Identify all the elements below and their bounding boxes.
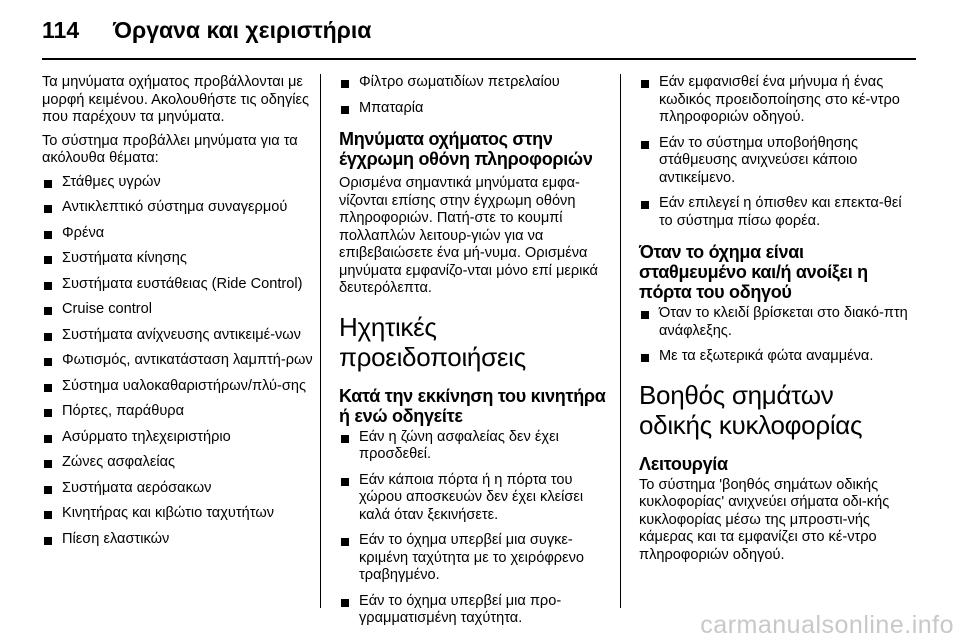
- list-item: Φρένα: [42, 225, 314, 243]
- list-item: Εάν η ζώνη ασφαλείας δεν έχει προσδεθεί.: [339, 429, 611, 464]
- parked-warnings-list: [639, 305, 911, 366]
- bullet-icon: [44, 205, 52, 213]
- list-item: Φωτισμός, αντικατάσταση λαμπτή-ρων: [42, 352, 314, 370]
- bullet-icon: [641, 354, 649, 362]
- vehicle-messages-paragraph: Ορισμένα σημαντικά μηνύματα εμφα-νίζονται επίσης στην έγχρωμη οθόνη πληροφοριών. Πατή-στε το κουμπί πολλαπλών λειτουρ-γιών για να επιβεβαιώσετε ένα μή-νυμα. Ορισμένα μηνύματα εμφανίζο-νται μόνο επί μερικά δευτερόλεπτα.: [339, 175, 598, 296]
- bullet-icon: [44, 537, 52, 545]
- acoustic-warnings-heading: Ηχητικές προειδοποιήσεις: [339, 311, 526, 372]
- function-heading: Λειτουργία: [639, 453, 728, 474]
- bullet-icon: [641, 141, 649, 149]
- column-2: [339, 74, 611, 636]
- list-item: Ζώνες ασφαλείας: [42, 454, 314, 472]
- column-divider-2: [620, 74, 621, 608]
- list-item: Συστήματα ανίχνευσης αντικειμέ-νων: [42, 327, 314, 345]
- list-item: Συστήματα αερόσακων: [42, 480, 314, 498]
- bullet-icon: [44, 333, 52, 341]
- list-item: Στάθμες υγρών: [42, 174, 314, 192]
- engine-start-heading: Κατά την εκκίνηση του κινητήρα ή ενώ οδηγείτε: [339, 385, 606, 426]
- parked-heading: Όταν το όχημα είναι σταθμευμένο και/ή ανοίξει η πόρτα του οδηγού: [639, 242, 868, 302]
- bullet-icon: [44, 256, 52, 264]
- bullet-icon: [341, 478, 349, 486]
- bullet-icon: [44, 307, 52, 315]
- list-item: Εάν το σύστημα υποβοήθησης στάθμευσης ανιχνεύσει κάποιο αντικείμενο.: [639, 135, 911, 188]
- list-item: Κινητήρας και κιβώτιο ταχυτήτων: [42, 505, 314, 523]
- column-1: [42, 74, 314, 556]
- list-item: Εάν το όχημα υπερβεί μια συγκε-κριμένη ταχύτητα με το χειρόφρενο τραβηγμένο.: [339, 532, 611, 585]
- list-item: Cruise control: [42, 301, 314, 319]
- vehicle-messages-heading: Μηνύματα οχήματος στην έγχρωμη οθόνη πληροφοριών: [339, 129, 593, 169]
- bullet-icon: [44, 282, 52, 290]
- list-item: Συστήματα κίνησης: [42, 250, 314, 268]
- traffic-sign-assistant-heading: Βοηθός σημάτων οδικής κυκλοφορίας: [639, 379, 863, 440]
- list-item: Σύστημα υαλοκαθαριστήρων/πλύ-σης: [42, 378, 314, 396]
- topics-paragraph: Το σύστημα προβάλλει μηνύματα για τα ακόλουθα θέματα:: [42, 132, 298, 166]
- list-item: Μπαταρία: [339, 100, 611, 118]
- bullet-icon: [641, 201, 649, 209]
- bullet-icon: [341, 106, 349, 114]
- bullet-icon: [44, 486, 52, 494]
- driving-warnings-list-continued: [639, 74, 911, 230]
- bullet-icon: [44, 511, 52, 519]
- function-paragraph: Το σύστημα 'βοηθός σημάτων οδικής κυκλοφορίας' ανιχνεύει σήματα οδι-κής κυκλοφορίας μέσω της μπροστι-νής κάμερας και τα εμφανίζει στο κέ-ντρο πληροφοριών οδηγού.: [639, 476, 890, 563]
- list-item: Αντικλεπτικό σύστημα συναγερμού: [42, 199, 314, 217]
- bullet-icon: [641, 80, 649, 88]
- bullet-icon: [341, 599, 349, 607]
- list-item: Όταν το κλειδί βρίσκεται στο διακό-πτη ανάφλεξης.: [639, 305, 911, 340]
- section-title: Όργανα και χειριστήρια: [113, 17, 372, 43]
- bullet-icon: [44, 435, 52, 443]
- list-item: Πόρτες, παράθυρα: [42, 403, 314, 421]
- driving-warnings-list: [339, 429, 611, 628]
- list-item: Εάν κάποια πόρτα ή η πόρτα του χώρου αποσκευών δεν έχει κλείσει καλά όταν ξεκινήσετε.: [339, 472, 611, 525]
- bullet-icon: [44, 460, 52, 468]
- page-number: 114: [42, 17, 80, 43]
- topics-list-continued: [339, 74, 611, 117]
- list-item: Εάν εμφανισθεί ένα μήνυμα ή ένας κωδικός προειδοποίησης στο κέ-ντρο πληροφοριών οδηγού.: [639, 74, 911, 127]
- bullet-icon: [341, 80, 349, 88]
- bullet-icon: [44, 358, 52, 366]
- list-item: Φίλτρο σωματιδίων πετρελαίου: [339, 74, 611, 92]
- topics-list: [42, 174, 314, 549]
- bullet-icon: [641, 311, 649, 319]
- header-divider: [42, 58, 916, 60]
- list-item: Ασύρματο τηλεχειριστήριο: [42, 429, 314, 447]
- list-item: Εάν επιλεγεί η όπισθεν και επεκτα-θεί το σύστημα πίσω φορέα.: [639, 195, 911, 230]
- bullet-icon: [341, 538, 349, 546]
- bullet-icon: [44, 409, 52, 417]
- page-header: [0, 0, 960, 62]
- intro-paragraph: Τα μηνύματα οχήματος προβάλλονται με μορφή κειμένου. Ακολουθήστε τις οδηγίες που παρέχουν τα μηνύματα.: [42, 74, 310, 125]
- bullet-icon: [44, 180, 52, 188]
- bullet-icon: [341, 435, 349, 443]
- list-item: Πίεση ελαστικών: [42, 531, 314, 549]
- list-item: Συστήματα ευστάθειας (Ride Control): [42, 276, 314, 294]
- watermark: carmanualsonline.info: [700, 611, 954, 639]
- bullet-icon: [44, 384, 52, 392]
- list-item: Με τα εξωτερικά φώτα αναμμένα.: [639, 348, 911, 366]
- column-3: [639, 74, 911, 570]
- bullet-icon: [44, 231, 52, 239]
- column-divider-1: [320, 74, 321, 608]
- list-item: Εάν το όχημα υπερβεί μια προ-γραμματισμένη ταχύτητα.: [339, 593, 611, 628]
